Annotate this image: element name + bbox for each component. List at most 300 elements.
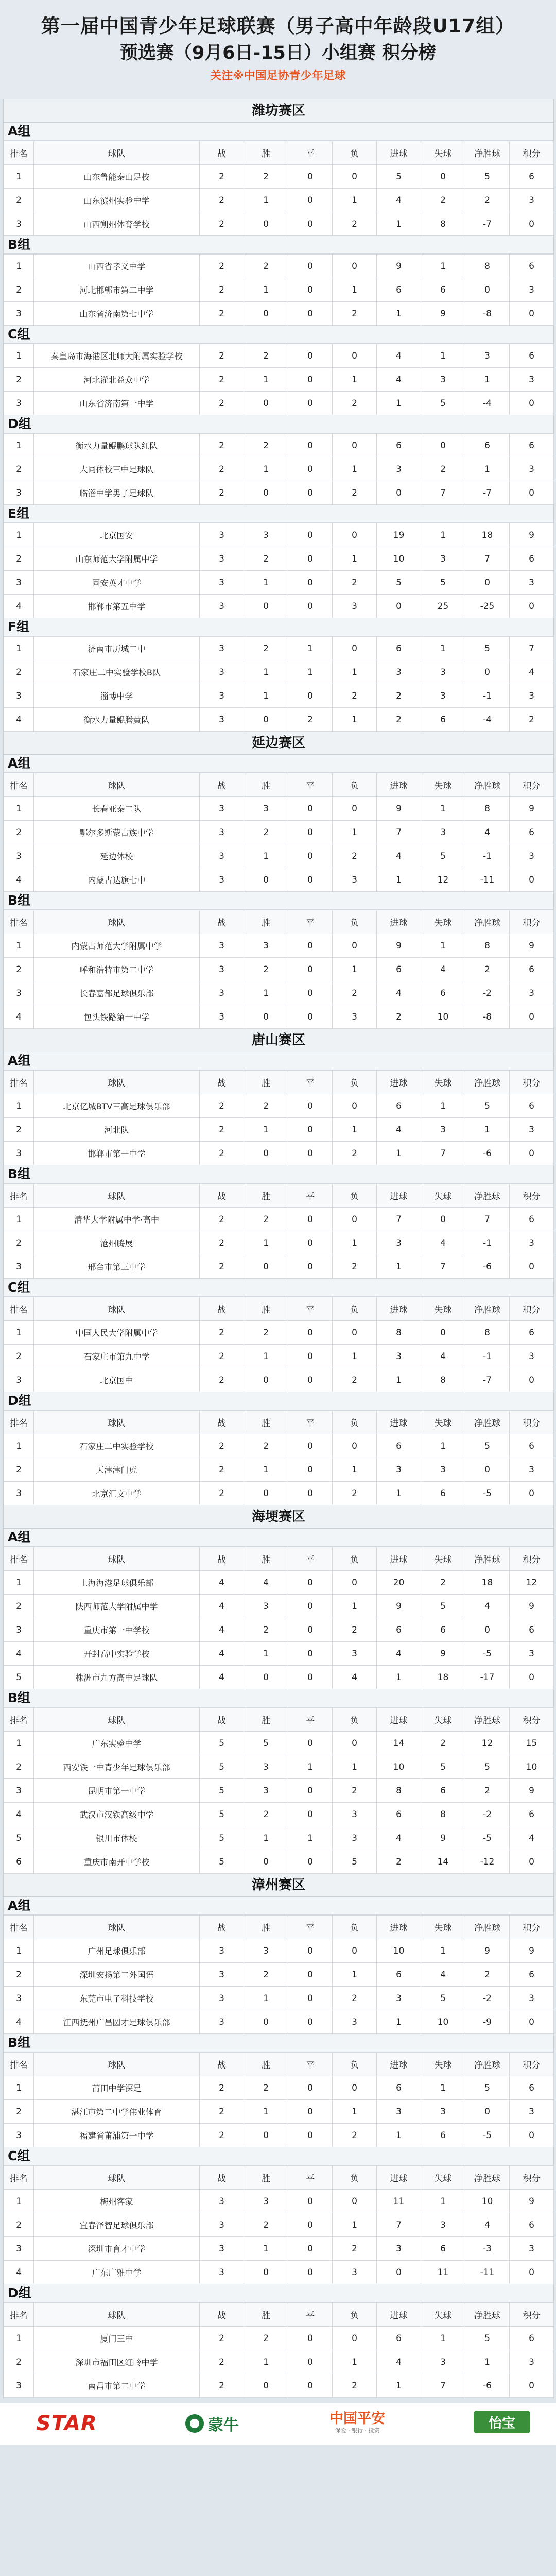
cell-played: 3 — [200, 868, 244, 892]
cell-rank: 3 — [4, 1618, 34, 1642]
pingan-logo-text: 中国平安 — [329, 2411, 385, 2427]
cell-gd: 8 — [465, 934, 510, 958]
table-row — [4, 1368, 554, 1392]
cell-gf: 7 — [377, 1208, 421, 1231]
column-header-played: 战 — [200, 141, 244, 165]
star-logo: STAR — [36, 2412, 97, 2435]
cell-gf: 1 — [377, 2010, 421, 2034]
column-header-win: 胜 — [244, 773, 288, 797]
cell-gf: 1 — [377, 1368, 421, 1392]
cell-gf: 4 — [377, 2350, 421, 2374]
cell-gd: 8 — [465, 255, 510, 278]
mengniu-logo-text: 蒙牛 — [208, 2416, 239, 2434]
group-title: D组 — [4, 2284, 553, 2302]
cell-team: 河北灌北益众中学 — [34, 368, 200, 392]
table-row — [4, 457, 554, 481]
cell-played: 3 — [200, 797, 244, 821]
cell-team: 清华大学附属中学·高中 — [34, 1208, 200, 1231]
cell-rank: 3 — [4, 302, 34, 326]
cell-gd: -6 — [465, 2374, 510, 2398]
cell-loss: 1 — [333, 660, 377, 684]
column-header-win: 胜 — [244, 2303, 288, 2327]
column-header-pts: 积分 — [510, 773, 554, 797]
cell-gf: 4 — [377, 344, 421, 368]
table-header-row — [4, 773, 554, 797]
cell-gf: 3 — [377, 457, 421, 481]
cell-pts: 0 — [510, 2124, 554, 2147]
cell-gd: 10 — [465, 2190, 510, 2213]
cell-win: 2 — [244, 165, 288, 189]
column-header-pts: 积分 — [510, 141, 554, 165]
cell-ga: 6 — [421, 2124, 465, 2147]
cell-draw: 0 — [288, 1321, 333, 1345]
cell-loss: 0 — [333, 434, 377, 457]
cell-loss: 1 — [333, 821, 377, 844]
cell-ga: 12 — [421, 868, 465, 892]
column-header-ga: 失球 — [421, 2053, 465, 2076]
cell-team: 山东省济南第一中学 — [34, 392, 200, 415]
cell-rank: 1 — [4, 934, 34, 958]
cell-gf: 4 — [377, 1118, 421, 1142]
cell-rank: 2 — [4, 2213, 34, 2237]
cell-draw: 0 — [288, 2374, 333, 2398]
cell-played: 2 — [200, 1368, 244, 1392]
cell-team: 石家庄市第九中学 — [34, 1345, 200, 1368]
cell-win: 0 — [244, 595, 288, 618]
cell-loss: 2 — [333, 481, 377, 505]
cell-pts: 0 — [510, 1255, 554, 1279]
cell-gd: -5 — [465, 1482, 510, 1505]
column-header-win: 胜 — [244, 910, 288, 934]
cell-draw: 0 — [288, 189, 333, 212]
cell-loss: 2 — [333, 2237, 377, 2261]
cell-team: 江西抚州广昌圆才足球俱乐部 — [34, 2010, 200, 2034]
cell-draw: 0 — [288, 1618, 333, 1642]
region-title: 延边赛区 — [4, 732, 553, 755]
column-header-rank: 排名 — [4, 1184, 34, 1208]
column-header-win: 胜 — [244, 1411, 288, 1434]
cell-draw: 0 — [288, 547, 333, 571]
column-header-win: 胜 — [244, 141, 288, 165]
column-header-ga: 失球 — [421, 1547, 465, 1571]
cell-draw: 0 — [288, 2124, 333, 2147]
column-header-loss: 负 — [333, 910, 377, 934]
cell-gd: 5 — [465, 1094, 510, 1118]
cell-pts: 3 — [510, 1345, 554, 1368]
cell-gf: 6 — [377, 1618, 421, 1642]
column-header-pts: 积分 — [510, 1071, 554, 1094]
table-row — [4, 1208, 554, 1231]
column-header-loss: 负 — [333, 2166, 377, 2190]
cell-loss: 2 — [333, 981, 377, 1005]
cell-rank: 1 — [4, 1939, 34, 1963]
cell-draw: 0 — [288, 165, 333, 189]
cell-rank: 1 — [4, 1321, 34, 1345]
cell-team: 淄博中学 — [34, 684, 200, 708]
cell-gd: -4 — [465, 392, 510, 415]
cell-win: 3 — [244, 1595, 288, 1618]
cell-ga: 9 — [421, 302, 465, 326]
group-title: B组 — [4, 892, 553, 910]
cell-loss: 0 — [333, 344, 377, 368]
cell-win: 3 — [244, 2190, 288, 2213]
cell-played: 2 — [200, 344, 244, 368]
column-header-ga: 失球 — [421, 1411, 465, 1434]
table-row — [4, 523, 554, 547]
cell-pts: 3 — [510, 189, 554, 212]
cell-played: 2 — [200, 434, 244, 457]
table-row — [4, 278, 554, 302]
column-header-draw: 平 — [288, 1071, 333, 1094]
cell-draw: 0 — [288, 1642, 333, 1666]
cell-played: 2 — [200, 457, 244, 481]
cell-pts: 9 — [510, 1939, 554, 1963]
cell-gd: 0 — [465, 2100, 510, 2124]
cell-played: 2 — [200, 1094, 244, 1118]
column-header-gf: 进球 — [377, 910, 421, 934]
cell-rank: 1 — [4, 1094, 34, 1118]
cell-team: 山东省济南第七中学 — [34, 302, 200, 326]
column-header-gf: 进球 — [377, 1071, 421, 1094]
column-header-loss: 负 — [333, 141, 377, 165]
cell-draw: 0 — [288, 434, 333, 457]
cell-loss: 0 — [333, 934, 377, 958]
cell-draw: 0 — [288, 2237, 333, 2261]
column-header-win: 胜 — [244, 1547, 288, 1571]
cell-loss: 0 — [333, 255, 377, 278]
cell-gd: 1 — [465, 368, 510, 392]
cell-played: 2 — [200, 212, 244, 236]
cell-win: 1 — [244, 684, 288, 708]
cell-rank: 3 — [4, 1779, 34, 1803]
cell-draw: 0 — [288, 934, 333, 958]
cell-rank: 1 — [4, 797, 34, 821]
cell-ga: 8 — [421, 1803, 465, 1826]
column-header-team: 球队 — [34, 2166, 200, 2190]
cell-pts: 6 — [510, 2076, 554, 2100]
column-header-ga: 失球 — [421, 910, 465, 934]
column-header-gf: 进球 — [377, 1547, 421, 1571]
cell-rank: 2 — [4, 1458, 34, 1482]
cell-ga: 5 — [421, 844, 465, 868]
column-header-team: 球队 — [34, 141, 200, 165]
cell-pts: 3 — [510, 1118, 554, 1142]
standings-table — [4, 1915, 554, 2034]
cell-draw: 0 — [288, 1458, 333, 1482]
cell-win: 0 — [244, 708, 288, 732]
group-title: F组 — [4, 618, 553, 636]
cell-team: 广东实验中学 — [34, 1732, 200, 1755]
cell-gd: 2 — [465, 1963, 510, 1987]
cell-gf: 1 — [377, 2374, 421, 2398]
cell-team: 深圳市育才中学 — [34, 2237, 200, 2261]
group-title: A组 — [4, 755, 553, 773]
cell-loss: 3 — [333, 1803, 377, 1826]
cell-draw: 0 — [288, 1595, 333, 1618]
cell-gf: 6 — [377, 1094, 421, 1118]
cell-team: 邯郸市第五中学 — [34, 595, 200, 618]
cell-gd: -11 — [465, 868, 510, 892]
cell-gd: 9 — [465, 1939, 510, 1963]
table-row — [4, 637, 554, 660]
cell-team: 延边体校 — [34, 844, 200, 868]
table-row — [4, 660, 554, 684]
cell-played: 3 — [200, 523, 244, 547]
table-row — [4, 844, 554, 868]
cell-team: 固安英才中学 — [34, 571, 200, 595]
column-header-team: 球队 — [34, 2303, 200, 2327]
cell-rank: 3 — [4, 392, 34, 415]
cell-draw: 0 — [288, 1987, 333, 2010]
cell-team: 衡水力量鲲鹏球队红队 — [34, 434, 200, 457]
cell-loss: 2 — [333, 571, 377, 595]
cell-played: 5 — [200, 1779, 244, 1803]
cell-team: 重庆市第一中学校 — [34, 1618, 200, 1642]
cell-gf: 20 — [377, 1571, 421, 1595]
cell-gd: -5 — [465, 2124, 510, 2147]
cell-rank: 3 — [4, 981, 34, 1005]
cell-gf: 6 — [377, 1963, 421, 1987]
cell-pts: 3 — [510, 1642, 554, 1666]
cell-draw: 0 — [288, 2010, 333, 2034]
cell-ga: 5 — [421, 1595, 465, 1618]
cell-ga: 5 — [421, 571, 465, 595]
cell-win: 1 — [244, 981, 288, 1005]
cell-team: 宜春泽智足球俱乐部 — [34, 2213, 200, 2237]
column-header-ga: 失球 — [421, 1071, 465, 1094]
cell-gd: 0 — [465, 571, 510, 595]
cell-played: 2 — [200, 2076, 244, 2100]
cell-gf: 7 — [377, 821, 421, 844]
cell-loss: 0 — [333, 165, 377, 189]
cell-gd: 12 — [465, 1732, 510, 1755]
cell-draw: 0 — [288, 212, 333, 236]
cell-pts: 4 — [510, 1826, 554, 1850]
cell-gf: 1 — [377, 1666, 421, 1689]
column-header-pts: 积分 — [510, 1184, 554, 1208]
cell-gf: 3 — [377, 1987, 421, 2010]
column-header-ga: 失球 — [421, 773, 465, 797]
cell-ga: 5 — [421, 1987, 465, 2010]
table-header-row — [4, 1411, 554, 1434]
cell-pts: 6 — [510, 821, 554, 844]
cell-win: 2 — [244, 2213, 288, 2237]
cell-draw: 0 — [288, 571, 333, 595]
table-header-row — [4, 1916, 554, 1939]
cell-rank: 5 — [4, 1826, 34, 1850]
table-row — [4, 1345, 554, 1368]
cell-win: 3 — [244, 1755, 288, 1779]
cell-gf: 9 — [377, 255, 421, 278]
cell-ga: 0 — [421, 165, 465, 189]
pingan-logo — [329, 2411, 385, 2436]
cell-loss: 1 — [333, 1595, 377, 1618]
cell-ga: 6 — [421, 1618, 465, 1642]
cell-played: 4 — [200, 1666, 244, 1689]
cell-played: 2 — [200, 165, 244, 189]
column-header-ga: 失球 — [421, 2303, 465, 2327]
cell-team: 株洲市九方高中足球队 — [34, 1666, 200, 1689]
cell-loss: 0 — [333, 1434, 377, 1458]
cell-ga: 6 — [421, 981, 465, 1005]
cell-win: 2 — [244, 547, 288, 571]
cell-draw: 0 — [288, 981, 333, 1005]
cell-gd: 5 — [465, 1755, 510, 1779]
cell-win: 1 — [244, 1345, 288, 1368]
cell-rank: 1 — [4, 523, 34, 547]
cell-win: 3 — [244, 523, 288, 547]
cell-team: 衡水力量鲲腾黄队 — [34, 708, 200, 732]
cell-played: 3 — [200, 595, 244, 618]
cell-rank: 3 — [4, 1987, 34, 2010]
column-header-gd: 净胜球 — [465, 2053, 510, 2076]
cell-loss: 2 — [333, 1618, 377, 1642]
cell-draw: 0 — [288, 1779, 333, 1803]
cell-loss: 1 — [333, 457, 377, 481]
cell-ga: 7 — [421, 1142, 465, 1165]
table-row — [4, 821, 554, 844]
cell-rank: 3 — [4, 481, 34, 505]
table-row — [4, 547, 554, 571]
cell-win: 2 — [244, 2076, 288, 2100]
cell-win: 1 — [244, 1118, 288, 1142]
cell-ga: 10 — [421, 1005, 465, 1029]
cell-team: 昆明市第一中学 — [34, 1779, 200, 1803]
cell-rank: 2 — [4, 821, 34, 844]
table-row — [4, 481, 554, 505]
cell-loss: 3 — [333, 1642, 377, 1666]
cell-ga: 25 — [421, 595, 465, 618]
cell-draw: 0 — [288, 1939, 333, 1963]
cell-win: 1 — [244, 368, 288, 392]
standings-table — [4, 1410, 554, 1505]
cell-team: 北京亿城BTV三高足球俱乐部 — [34, 1094, 200, 1118]
cell-ga: 3 — [421, 1458, 465, 1482]
cell-rank: 1 — [4, 2327, 34, 2350]
cell-pts: 6 — [510, 1208, 554, 1231]
column-header-draw: 平 — [288, 1547, 333, 1571]
cell-gf: 6 — [377, 2327, 421, 2350]
cell-win: 1 — [244, 660, 288, 684]
cell-ga: 4 — [421, 1963, 465, 1987]
column-header-team: 球队 — [34, 1547, 200, 1571]
column-header-team: 球队 — [34, 2053, 200, 2076]
cell-gf: 4 — [377, 1642, 421, 1666]
cell-rank: 1 — [4, 165, 34, 189]
cell-win: 0 — [244, 1142, 288, 1165]
column-header-draw: 平 — [288, 1297, 333, 1321]
cell-win: 2 — [244, 1094, 288, 1118]
cell-team: 西安铁一中青少年足球俱乐部 — [34, 1755, 200, 1779]
table-row — [4, 2213, 554, 2237]
cell-rank: 4 — [4, 2261, 34, 2284]
cell-rank: 4 — [4, 2010, 34, 2034]
table-row — [4, 392, 554, 415]
standings-table — [4, 1070, 554, 1165]
cell-played: 2 — [200, 189, 244, 212]
cell-pts: 9 — [510, 523, 554, 547]
cell-loss: 3 — [333, 868, 377, 892]
cell-gf: 19 — [377, 523, 421, 547]
cell-team: 山西朔州体育学校 — [34, 212, 200, 236]
cell-gf: 0 — [377, 481, 421, 505]
cell-win: 0 — [244, 868, 288, 892]
cell-draw: 0 — [288, 844, 333, 868]
cell-pts: 10 — [510, 1755, 554, 1779]
cell-gd: 7 — [465, 547, 510, 571]
cell-loss: 1 — [333, 958, 377, 981]
cell-loss: 0 — [333, 1094, 377, 1118]
cell-gf: 5 — [377, 571, 421, 595]
sponsor-bar — [0, 2403, 556, 2445]
group-title: C组 — [4, 326, 553, 344]
table-row — [4, 2261, 554, 2284]
cell-pts: 9 — [510, 1595, 554, 1618]
cell-team: 山西省孝义中学 — [34, 255, 200, 278]
column-header-loss: 负 — [333, 773, 377, 797]
cell-ga: 6 — [421, 1779, 465, 1803]
table-row — [4, 1482, 554, 1505]
table-row — [4, 981, 554, 1005]
column-header-loss: 负 — [333, 1071, 377, 1094]
cell-loss: 2 — [333, 392, 377, 415]
cell-gd: -2 — [465, 1803, 510, 1826]
cell-rank: 1 — [4, 344, 34, 368]
table-row — [4, 1939, 554, 1963]
column-header-draw: 平 — [288, 141, 333, 165]
column-header-gf: 进球 — [377, 1411, 421, 1434]
cell-ga: 3 — [421, 684, 465, 708]
cell-gf: 6 — [377, 637, 421, 660]
cell-gd: 4 — [465, 1595, 510, 1618]
cell-win: 0 — [244, 2261, 288, 2284]
cell-win: 3 — [244, 1779, 288, 1803]
cell-gf: 7 — [377, 2213, 421, 2237]
cell-win: 1 — [244, 571, 288, 595]
table-row — [4, 368, 554, 392]
cell-ga: 14 — [421, 1850, 465, 1874]
cell-ga: 2 — [421, 1732, 465, 1755]
cell-gd: -1 — [465, 684, 510, 708]
cell-ga: 3 — [421, 2100, 465, 2124]
cell-draw: 0 — [288, 1482, 333, 1505]
column-header-played: 战 — [200, 773, 244, 797]
cell-played: 3 — [200, 2010, 244, 2034]
cell-played: 3 — [200, 958, 244, 981]
mengniu-logo — [185, 2411, 239, 2436]
cell-rank: 3 — [4, 2237, 34, 2261]
group-title: D组 — [4, 1392, 553, 1410]
table-row — [4, 1094, 554, 1118]
cell-gd: -9 — [465, 2010, 510, 2034]
column-header-played: 战 — [200, 910, 244, 934]
cell-team: 内蒙古师范大学附属中学 — [34, 934, 200, 958]
region-title: 潍坊赛区 — [4, 99, 553, 123]
cell-team: 石家庄二中实验学校B队 — [34, 660, 200, 684]
table-row — [4, 1963, 554, 1987]
cell-draw: 0 — [288, 1571, 333, 1595]
cell-pts: 3 — [510, 278, 554, 302]
cell-played: 5 — [200, 1826, 244, 1850]
cell-win: 1 — [244, 1826, 288, 1850]
cell-team: 东莞市电子科技学校 — [34, 1987, 200, 2010]
group-title: B组 — [4, 1165, 553, 1183]
cell-rank: 2 — [4, 1231, 34, 1255]
cell-rank: 3 — [4, 844, 34, 868]
cell-ga: 1 — [421, 2327, 465, 2350]
cell-played: 3 — [200, 934, 244, 958]
cell-pts: 6 — [510, 1434, 554, 1458]
